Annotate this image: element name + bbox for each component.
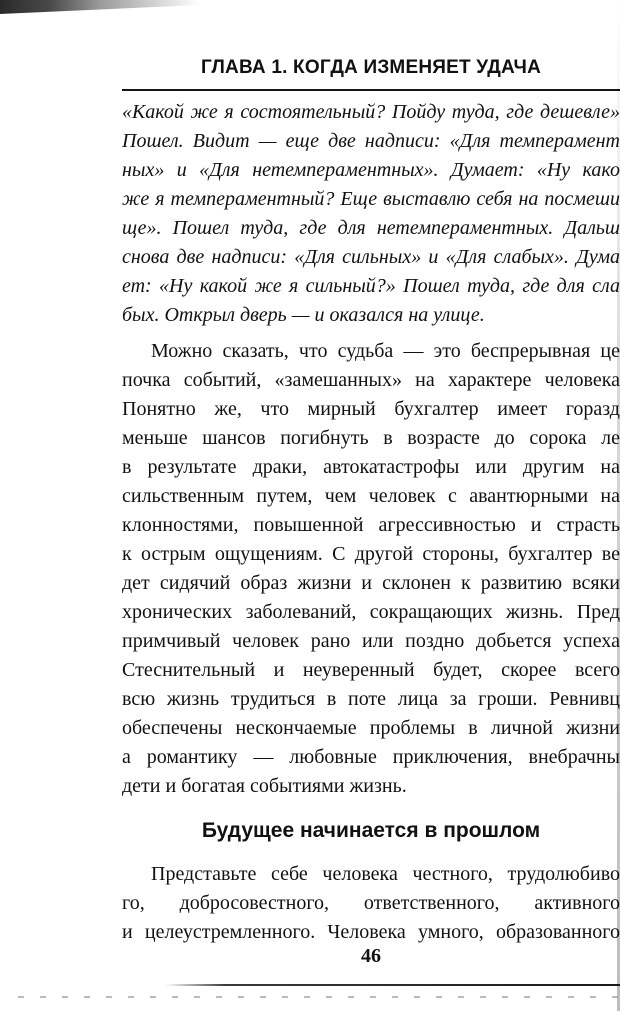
text-line: ет: «Ну какой же я сильный?» Пошел туда, где для сла [122,275,620,297]
text-line: бых. Открыл дверь — и оказался на улице. [122,304,485,326]
body-text [122,98,620,798]
text-line: обеспечены нескончаемые проблемы в личной жизни [122,717,620,739]
text-line: а романтику — любовные приключения, внебрачны [122,746,620,768]
text-line: хронических заболеваний, сокращающих жизнь. Пред [122,601,620,623]
text-line: к острым ощущениям. С другой стороны, бухгалтер ве [122,543,620,565]
text-line: ных» и «Для нетемпераментных». Думает: «Ну како [122,159,620,181]
text-line: ще». Пошел туда, где для нетемпераментных. Дальш [122,217,620,239]
section-heading: Будущее начинается в прошлом [201,819,541,842]
imagine-paragraph [122,860,620,950]
header-rule [122,89,620,91]
text-line: Понятно же, что мирный бухгалтер имеет горазд [122,398,620,420]
text-line: снова две надписи: «Для сильных» и «Для слабых». Дума [122,246,620,268]
anecdote-paragraph [122,98,620,330]
running-header [122,48,620,88]
text-line: Стеснительный и неуверенный будет, скорее всего [122,659,620,681]
text-line: «Какой же я состоятельный? Пойду туда, где дешевле» [122,101,620,123]
footer-rule [165,984,620,986]
text-line: меньше шансов погибнуть в возрасте до сорока ле [122,427,620,449]
text-line: клонностями, повышенной агрессивностью и страсть [122,514,620,536]
text-line: Можно сказать, что судьба — это беспрерывная це [151,340,620,362]
fate-paragraph [122,337,620,798]
text-line: почка событий, «замешанных» на характере человека [122,369,620,391]
scan-shadow-top [0,0,620,14]
scan-specks [18,996,618,998]
text-line: го, добросовестного, ответственного, активного [122,892,620,914]
page-number: 46 [361,945,381,967]
text-line: и целеустремленного. Человека умного, образованного [122,921,620,943]
text-line: в результате драки, автокатастрофы или другим на [122,456,620,478]
text-line: примчивый человек рано или поздно добьется успеха [122,630,620,652]
text-line: дет сидячий образ жизни и склонен к развитию всяки [122,572,620,594]
text-line: всю жизнь трудиться в поте лица за гроши. Ревнивц [122,688,620,710]
text-line: дети и богатая событиями жизнь. [122,775,407,797]
text-line: Представьте себе человека честного, трудолюбиво [151,863,620,885]
text-line: же я темпераментный? Еще выставлю себя на посмеши [122,188,620,210]
text-line: сильственным путем, чем человек с авантюрными на [122,485,620,507]
chapter-title: ГЛАВА 1. КОГДА ИЗМЕНЯЕТ УДАЧА [201,57,541,78]
text-line: Пошел. Видит — еще две надписи: «Для темперамент [122,130,620,152]
